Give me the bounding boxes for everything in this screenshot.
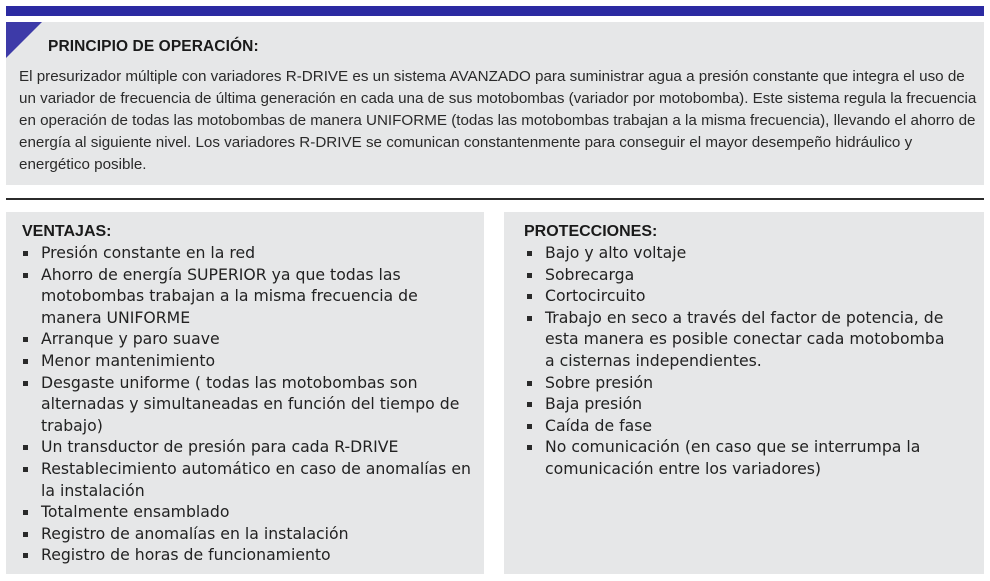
ventajas-list: [22, 242, 472, 566]
list-item: [22, 501, 472, 523]
list-item: [526, 307, 946, 372]
bullet-icon: [527, 294, 532, 299]
list-item-text: Sobre presión: [545, 372, 654, 392]
bullet-icon: [23, 445, 28, 450]
list-item-text: Menor mantenimiento: [41, 350, 216, 370]
list-item-text: Arranque y paro suave: [41, 329, 220, 349]
list-item-text: Caída de fase: [545, 415, 653, 435]
bullet-icon: [527, 402, 532, 407]
bullet-icon: [23, 273, 28, 278]
list-item-text: Registro de horas de funcionamiento: [41, 545, 331, 565]
bullet-icon: [527, 445, 532, 450]
list-item: [526, 415, 946, 437]
list-item: [22, 264, 472, 329]
bullet-icon: [23, 359, 28, 364]
principio-body: El presurizador múltiple con variadores R-DRIVE es un sistema AVANZADO para suministrar agua a presión constante que integra el uso de un variador de frecuencia de última generación en cada una de sus motobombas (variador por motobomba). Este sistema regula la frecuencia en operación de todas las motobombas de manera UNIFORME (todas las motobombas trabajan a la misma frecuencia), llevando el ahorro de energía al siguiente nivel. Los variadores R-DRIVE se comunican constantenmente para conseguir el mayor desempeño hidráulico y energético posible.: [19, 68, 977, 173]
list-item: [526, 242, 946, 264]
corner-triangle-decoration: [6, 22, 42, 58]
list-item: [22, 328, 472, 350]
protecciones-title: PROTECCIONES:: [524, 223, 658, 240]
list-item: [526, 393, 946, 415]
bullet-icon: [23, 553, 28, 558]
ventajas-title: VENTAJAS:: [22, 223, 112, 240]
bullet-icon: [23, 467, 28, 472]
bullet-icon: [527, 251, 532, 256]
protecciones-panel: [504, 212, 984, 574]
principio-title: PRINCIPIO DE OPERACIÓN:: [48, 38, 259, 55]
list-item-text: Restablecimiento automático en caso de anomalías en la instalación: [41, 458, 471, 500]
list-item: [22, 458, 472, 501]
bullet-icon: [527, 381, 532, 386]
bullet-icon: [23, 381, 28, 386]
ventajas-panel: [6, 212, 484, 574]
list-item: [22, 523, 472, 545]
list-item-text: Sobrecarga: [545, 264, 635, 284]
principio-panel: [6, 22, 984, 185]
list-item: [526, 436, 946, 479]
top-accent-bar: [6, 6, 984, 16]
list-item-text: Registro de anomalías en la instalación: [41, 523, 349, 543]
list-item-text: Desgaste uniforme ( todas las motobombas son alternadas y simultaneadas en función del tiempo de trabajo): [41, 372, 460, 435]
list-item-text: Baja presión: [545, 394, 643, 414]
bullet-icon: [527, 316, 532, 321]
list-item-text: Trabajo en seco a través del factor de potencia, de esta manera es posible conectar cada motobomba a cisternas independientes.: [545, 307, 945, 370]
list-item-text: Ahorro de energía SUPERIOR ya que todas las motobombas trabajan a la misma frecuencia de manera UNIFORME: [41, 264, 418, 327]
list-item: [22, 544, 472, 566]
list-item-text: No comunicación (en caso que se interrumpa la comunicación entre los variadores): [545, 437, 921, 478]
bullet-icon: [23, 510, 28, 515]
bullet-icon: [23, 337, 28, 342]
list-item: [526, 285, 946, 307]
bullet-icon: [527, 424, 532, 429]
bullet-icon: [23, 251, 28, 256]
list-item-text: Cortocircuito: [545, 286, 646, 306]
list-item: [526, 372, 946, 394]
section-divider: [6, 198, 984, 200]
list-item: [22, 436, 472, 458]
list-item-text: Presión constante en la red: [41, 243, 256, 262]
protecciones-list: [526, 242, 946, 480]
list-item: [526, 264, 946, 286]
list-item-text: Un transductor de presión para cada R-DRIVE: [41, 437, 399, 457]
bullet-icon: [527, 273, 532, 278]
list-item: [22, 350, 472, 372]
list-item: [22, 242, 472, 264]
list-item-text: Totalmente ensamblado: [41, 502, 230, 522]
bullet-icon: [23, 532, 28, 537]
list-item-text: Bajo y alto voltaje: [545, 243, 687, 262]
list-item: [22, 372, 472, 437]
